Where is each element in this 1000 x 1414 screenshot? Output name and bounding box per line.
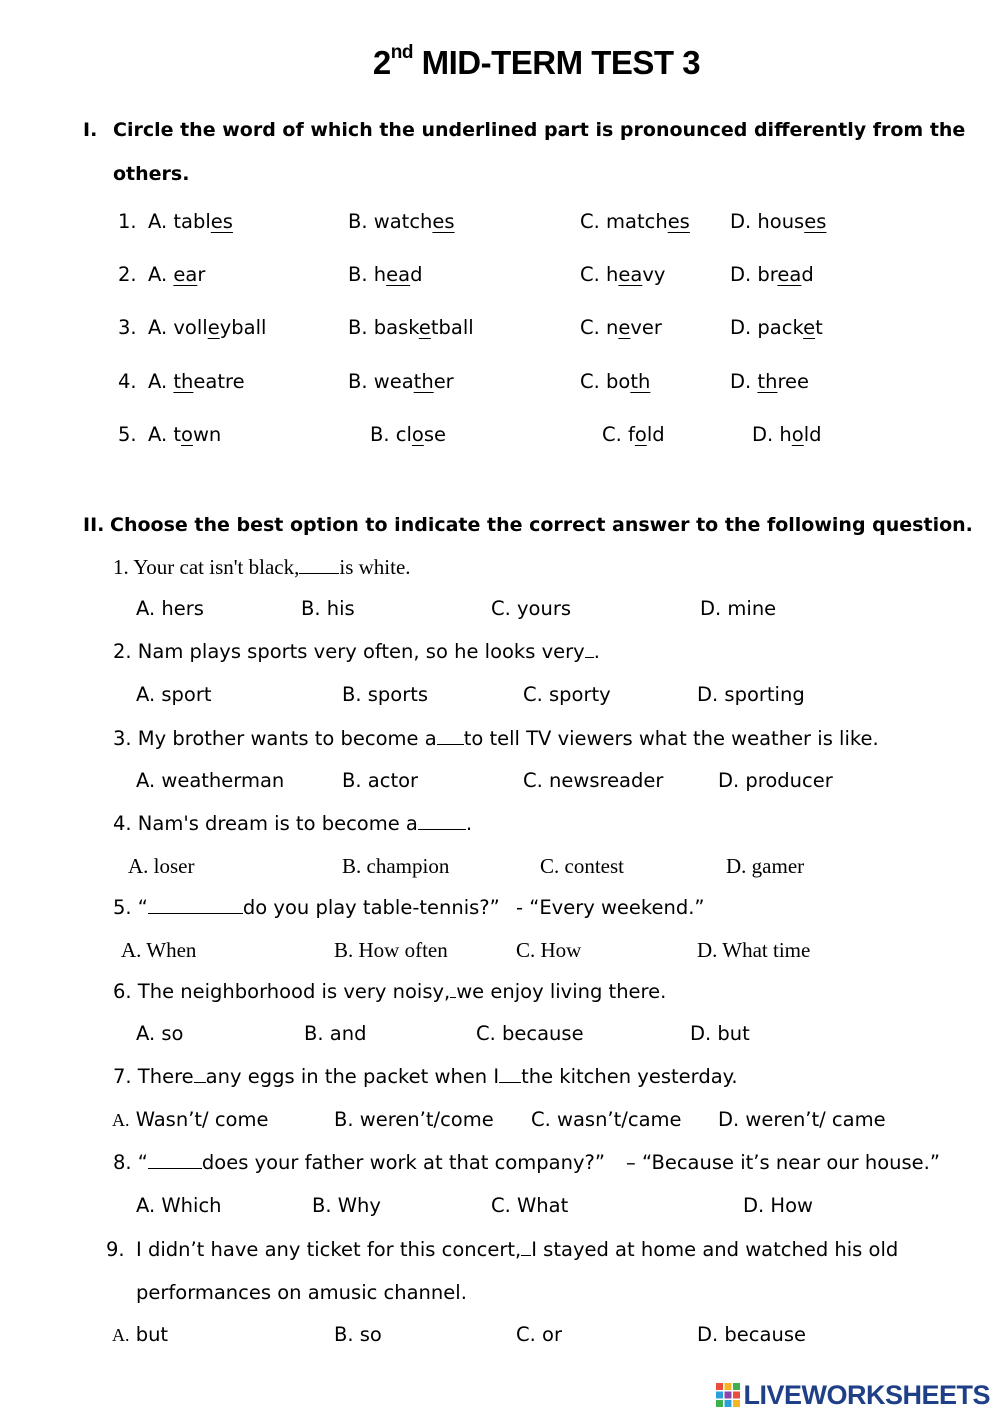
question-8-reply: – “Because it’s near our house.” [626,1151,940,1174]
q3-option-b[interactable]: B. actor [342,769,419,792]
answer-blank[interactable] [299,557,339,574]
q4-option-a[interactable]: A. loser [128,854,195,878]
section-1-q1-option-c[interactable]: C. matches [580,210,690,233]
underlined-part: o [634,423,647,446]
question-9-number: 9. [106,1238,125,1261]
answer-blank[interactable] [148,1152,202,1169]
underlined-part: ea [777,263,802,286]
question-4: 4. Nam's dream is to become a . [113,812,473,835]
section-1-question-number: 1. [118,210,137,233]
section-1-instruction-line-1: Circle the word of which the underlined part is pronounced differently from the [113,119,966,141]
underlined-part: e [803,316,816,339]
q4-option-d[interactable]: D. gamer [726,854,805,878]
underlined-part: th [757,370,778,393]
underlined-part: th [630,370,651,393]
underlined-part: es [210,210,233,233]
q8-option-b[interactable]: B. Why [312,1194,381,1217]
q3-option-a[interactable]: A. weatherman [136,769,285,792]
q5-option-d[interactable]: D. What time [697,938,811,962]
section-1-q5-option-a[interactable]: A. town [148,423,222,446]
q8-option-c[interactable]: C. What [491,1194,569,1217]
question-3: 3. My brother wants to become a to tell TV viewers what the weather is like. [113,727,879,750]
section-1-q1-option-b[interactable]: B. watches [348,210,455,233]
question-6: 6. The neighborhood is very noisy, we enjoy living there. [113,980,667,1003]
section-1-q4-option-d[interactable]: D. three [730,370,810,393]
underlined-part: e [418,316,431,339]
q6-option-a[interactable]: A. so [136,1022,184,1045]
answer-blank-2[interactable] [499,1066,521,1083]
section-1-q1-option-d[interactable]: D. houses [730,210,827,233]
q3-option-d[interactable]: D. producer [718,769,833,792]
q7-option-c[interactable]: C. wasn’t/came [531,1108,682,1131]
section-1-q5-option-b[interactable]: B. close [370,423,447,446]
answer-blank[interactable] [148,897,243,914]
underlined-part: ea [618,263,643,286]
answer-blank[interactable] [437,728,464,745]
underlined-part: es [667,210,690,233]
q5-option-a[interactable]: A. When [121,938,197,962]
liveworksheets-logo [716,1380,990,1411]
page-title: 2nd MID-TERM TEST 3 [372,42,701,81]
q9-option-d[interactable]: D. because [697,1323,806,1346]
section-1-q2-option-d[interactable]: D. bread [730,263,814,286]
q9-option-a[interactable]: A. but [112,1323,169,1346]
question-5: 5. “ do you play table-tennis?” [113,896,500,919]
section-1-q2-option-b[interactable]: B. head [348,263,423,286]
section-1-question-number: 3. [118,316,137,339]
q7-option-a[interactable]: A. Wasn’t/ come [112,1108,269,1131]
q4-option-b[interactable]: B. champion [342,854,450,878]
q2-option-a[interactable]: A. sport [136,683,212,706]
liveworksheets-icon [716,1383,740,1407]
underlined-part: es [804,210,827,233]
underlined-part: th [413,370,434,393]
q2-option-d[interactable]: D. sporting [697,683,805,706]
section-1-q3-option-c[interactable]: C. never [580,316,662,339]
section-1-q2-option-c[interactable]: C. heavy [580,263,666,286]
q1-option-b[interactable]: B. his [301,597,355,620]
section-2-number: II. [83,514,105,536]
q1-option-c[interactable]: C. yours [491,597,572,620]
underlined-part: ea [386,263,411,286]
section-1-question-number: 5. [118,423,137,446]
question-5-reply: - “Every weekend.” [516,896,705,919]
section-1-q3-option-d[interactable]: D. packet [730,316,823,339]
q6-option-c[interactable]: C. because [476,1022,584,1045]
underlined-part: ea [173,263,198,286]
underlined-part: o [791,423,804,446]
q9-option-c[interactable]: C. or [516,1323,562,1346]
q9-option-b[interactable]: B. so [334,1323,382,1346]
section-1-question-number: 4. [118,370,137,393]
question-9-line-2: performances on amusic channel. [136,1281,467,1304]
q6-option-b[interactable]: B. and [304,1022,367,1045]
answer-blank[interactable] [418,813,466,830]
q6-option-d[interactable]: D. but [690,1022,750,1045]
underlined-part: o [181,423,193,446]
q1-option-a[interactable]: A. hers [136,597,204,620]
underlined-part: e [618,316,631,339]
question-7: 7. There any eggs in the packet when I the kitchen yesterday. [113,1065,738,1088]
section-1-q4-option-c[interactable]: C. both [580,370,651,393]
q1-option-d[interactable]: D. mine [700,597,777,620]
section-1-number: I. [83,119,98,141]
q5-option-c[interactable]: C. How [516,938,582,962]
answer-blank-1[interactable] [194,1066,206,1083]
section-1-q5-option-d[interactable]: D. hold [752,423,822,446]
underlined-part: es [432,210,455,233]
section-1-q3-option-b[interactable]: B. basketball [348,316,474,339]
underlined-part: e [207,316,220,339]
q2-option-c[interactable]: C. sporty [523,683,611,706]
answer-blank[interactable] [521,1239,531,1256]
section-1-q1-option-a[interactable]: A. tables [148,210,233,233]
q4-option-c[interactable]: C. contest [540,854,624,878]
question-8: 8. “ does your father work at that company?” [113,1151,605,1174]
underlined-part: o [411,423,424,446]
section-2-instruction: Choose the best option to indicate the correct answer to the following question. [110,514,973,536]
section-1-q2-option-a[interactable]: A. ear [148,263,206,286]
q7-option-d[interactable]: D. weren’t/ came [718,1108,886,1131]
question-2: 2. Nam plays sports very often, so he looks very . [113,640,600,663]
q8-option-a[interactable]: A. Which [136,1194,222,1217]
q8-option-d[interactable]: D. How [743,1194,813,1217]
section-1-q5-option-c[interactable]: C. fold [602,423,665,446]
q2-option-b[interactable]: B. sports [342,683,429,706]
section-1-instruction-line-2: others. [113,163,190,185]
q3-option-c[interactable]: C. newsreader [523,769,664,792]
section-1-question-number: 2. [118,263,137,286]
question-9: I didn’t have any ticket for this concert, I stayed at home and watched his old [136,1238,899,1261]
section-1-q4-option-a[interactable]: A. theatre [148,370,245,393]
q7-option-b[interactable]: B. weren’t/come [334,1108,494,1131]
section-1-q3-option-a[interactable]: A. volleyball [148,316,267,339]
logo-text: LIVEWORKSHEETS [743,1380,990,1410]
question-1: 1. Your cat isn't black, is white. [113,555,411,579]
underlined-part: th [173,370,194,393]
q5-option-b[interactable]: B. How often [334,938,448,962]
answer-blank[interactable] [585,641,594,658]
section-1-q4-option-b[interactable]: B. weather [348,370,454,393]
